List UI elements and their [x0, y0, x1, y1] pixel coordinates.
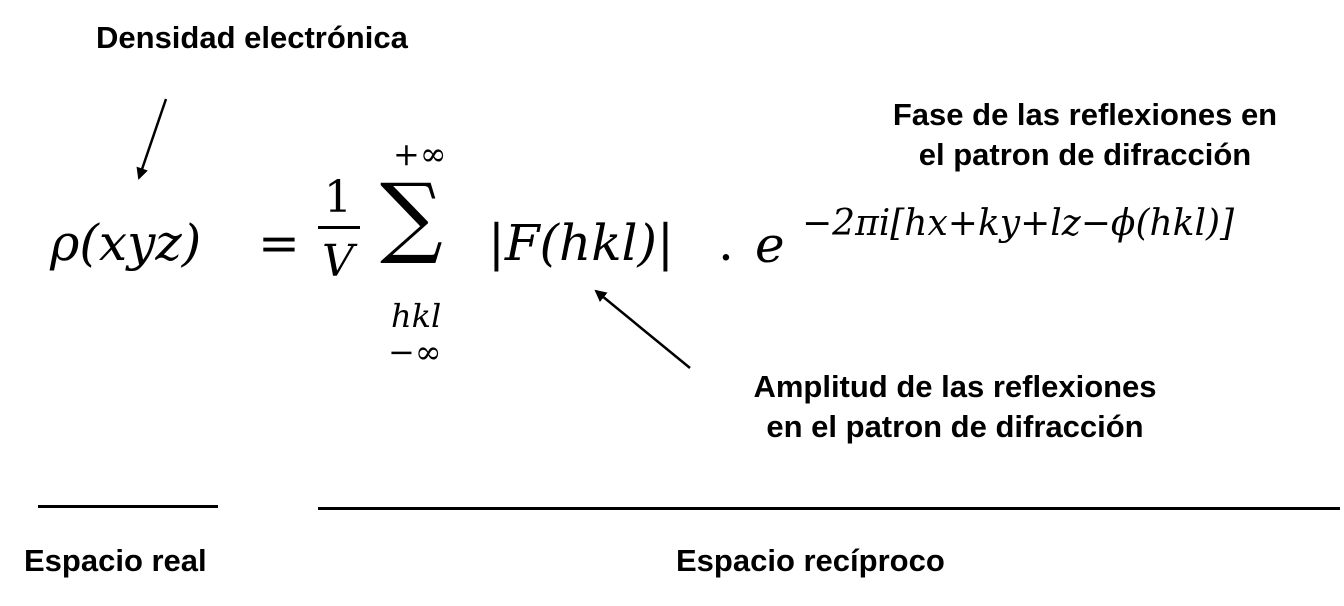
fraction-denominator: V — [322, 236, 354, 287]
electron-density-label: Densidad electrónica — [96, 20, 408, 55]
fraction-numerator: 1 — [324, 172, 352, 223]
amplitude-arrow — [596, 291, 690, 368]
amplitude-term: |F(hkl)| — [488, 214, 674, 272]
summation-symbol: ∑ — [380, 164, 443, 267]
exponential-base: e — [755, 216, 785, 274]
sum-lower-index: hkl — [391, 297, 442, 335]
amplitude-label-line2: en el patron de difracción — [766, 409, 1144, 444]
multiply-dot: . — [718, 214, 734, 272]
real-space-underline — [38, 505, 218, 508]
density-function: ρ(xyz) — [50, 214, 202, 272]
reciprocal-space-label: Espacio recíproco — [676, 543, 945, 578]
real-space-label: Espacio real — [24, 543, 207, 578]
phase-label-line1: Fase de las reflexiones en — [892, 97, 1278, 132]
density-arrow — [139, 99, 166, 178]
amplitude-label-line1: Amplitud de las reflexiones — [753, 369, 1157, 404]
reciprocal-space-underline — [318, 507, 1340, 510]
sum-lower-limit: −∞ — [388, 333, 442, 371]
sum-upper-limit: +∞ — [393, 135, 447, 173]
phase-label-line2: el patron de difracción — [918, 137, 1252, 172]
exponent-expression: −2πi[hx+ky+lz−ϕ(hkl)] — [802, 203, 1235, 244]
equals-sign: = — [258, 214, 300, 272]
